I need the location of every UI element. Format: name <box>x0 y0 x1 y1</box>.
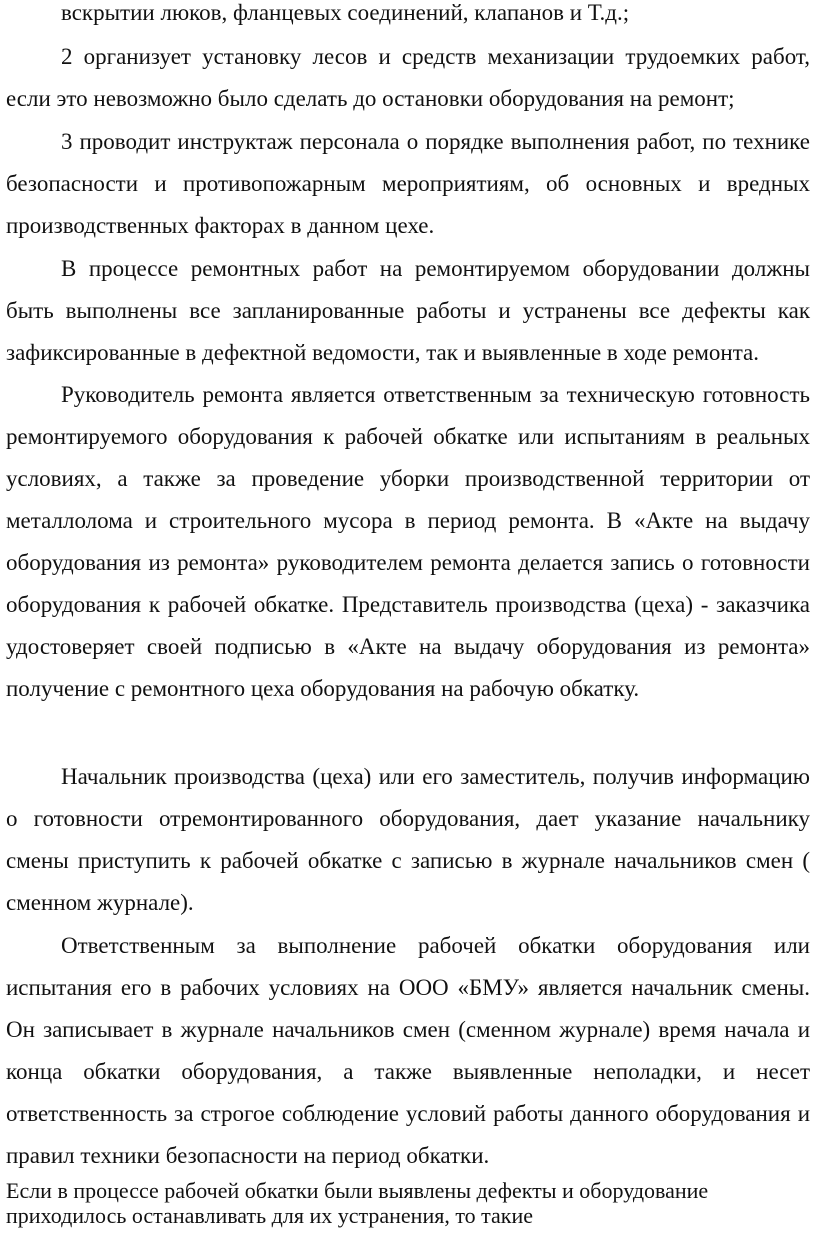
paragraph-continuation: вскрытии люков, фланцевых соединений, клапанов и Т.д.; <box>61 0 630 25</box>
paragraph-production-head: Начальник производства (цеха) или его заместитель, получив информацию о готовности отремонтированного оборудования, дает указание начальнику смены приступить к рабочей обкатке с записью в журнале начальников смен ( сменном журнале). <box>6 764 810 915</box>
paragraph-tail: Если в процессе рабочей обкатки были выявлены дефекты и оборудование приходилось останавливать для их устранения, то такие <box>6 1178 709 1228</box>
paragraph-repair-works: В процессе ремонтных работ на ремонтируемом оборудовании должны быть выполнены все запланированные работы и устранены все дефекты как зафиксированные в дефектной ведомости, так и выявленные в ходе ремонта. <box>6 256 810 365</box>
paragraph-shift-supervisor: Ответственным за выполнение рабочей обкатки оборудования или испытания его в рабочих условиях на ООО «БМУ» является начальник смены. Он записывает в журнале начальников смен (сменном журнале) время начала и конца обкатки оборудования, а также выявленные неполадки, и несет ответственность за строгое соблюдение условий работы данного оборудования и правил техники безопасности на период обкатки. <box>6 933 810 1168</box>
paragraph-repair-manager: Руководитель ремонта является ответственным за техническую готовность ремонтируемого оборудования к рабочей обкатке или испытаниям в реальных условиях, а также за проведение уборки производственной территории от металлолома и строительного мусора в период ремонта. В «Акте на выдачу оборудования из ремонта» руководителем ремонта делается запись о готовности оборудования к рабочей обкатке. Представитель производства (цеха) - заказчика удостоверяет своей подписью в «Акте на выдачу оборудования из ремонта» получение с ремонтного цеха оборудования на рабочую обкатку. <box>6 382 810 701</box>
paragraph-item-2: 2 организует установку лесов и средств механизации трудоемких работ, если это невозможно было сделать до остановки оборудования на ремонт; <box>6 44 810 111</box>
paragraph-item-3: 3 проводит инструктаж персонала о порядке выполнения работ, по технике безопасности и противопожарным мероприятиям, об основных и вредных производственных факторах в данном цехе. <box>6 129 810 238</box>
